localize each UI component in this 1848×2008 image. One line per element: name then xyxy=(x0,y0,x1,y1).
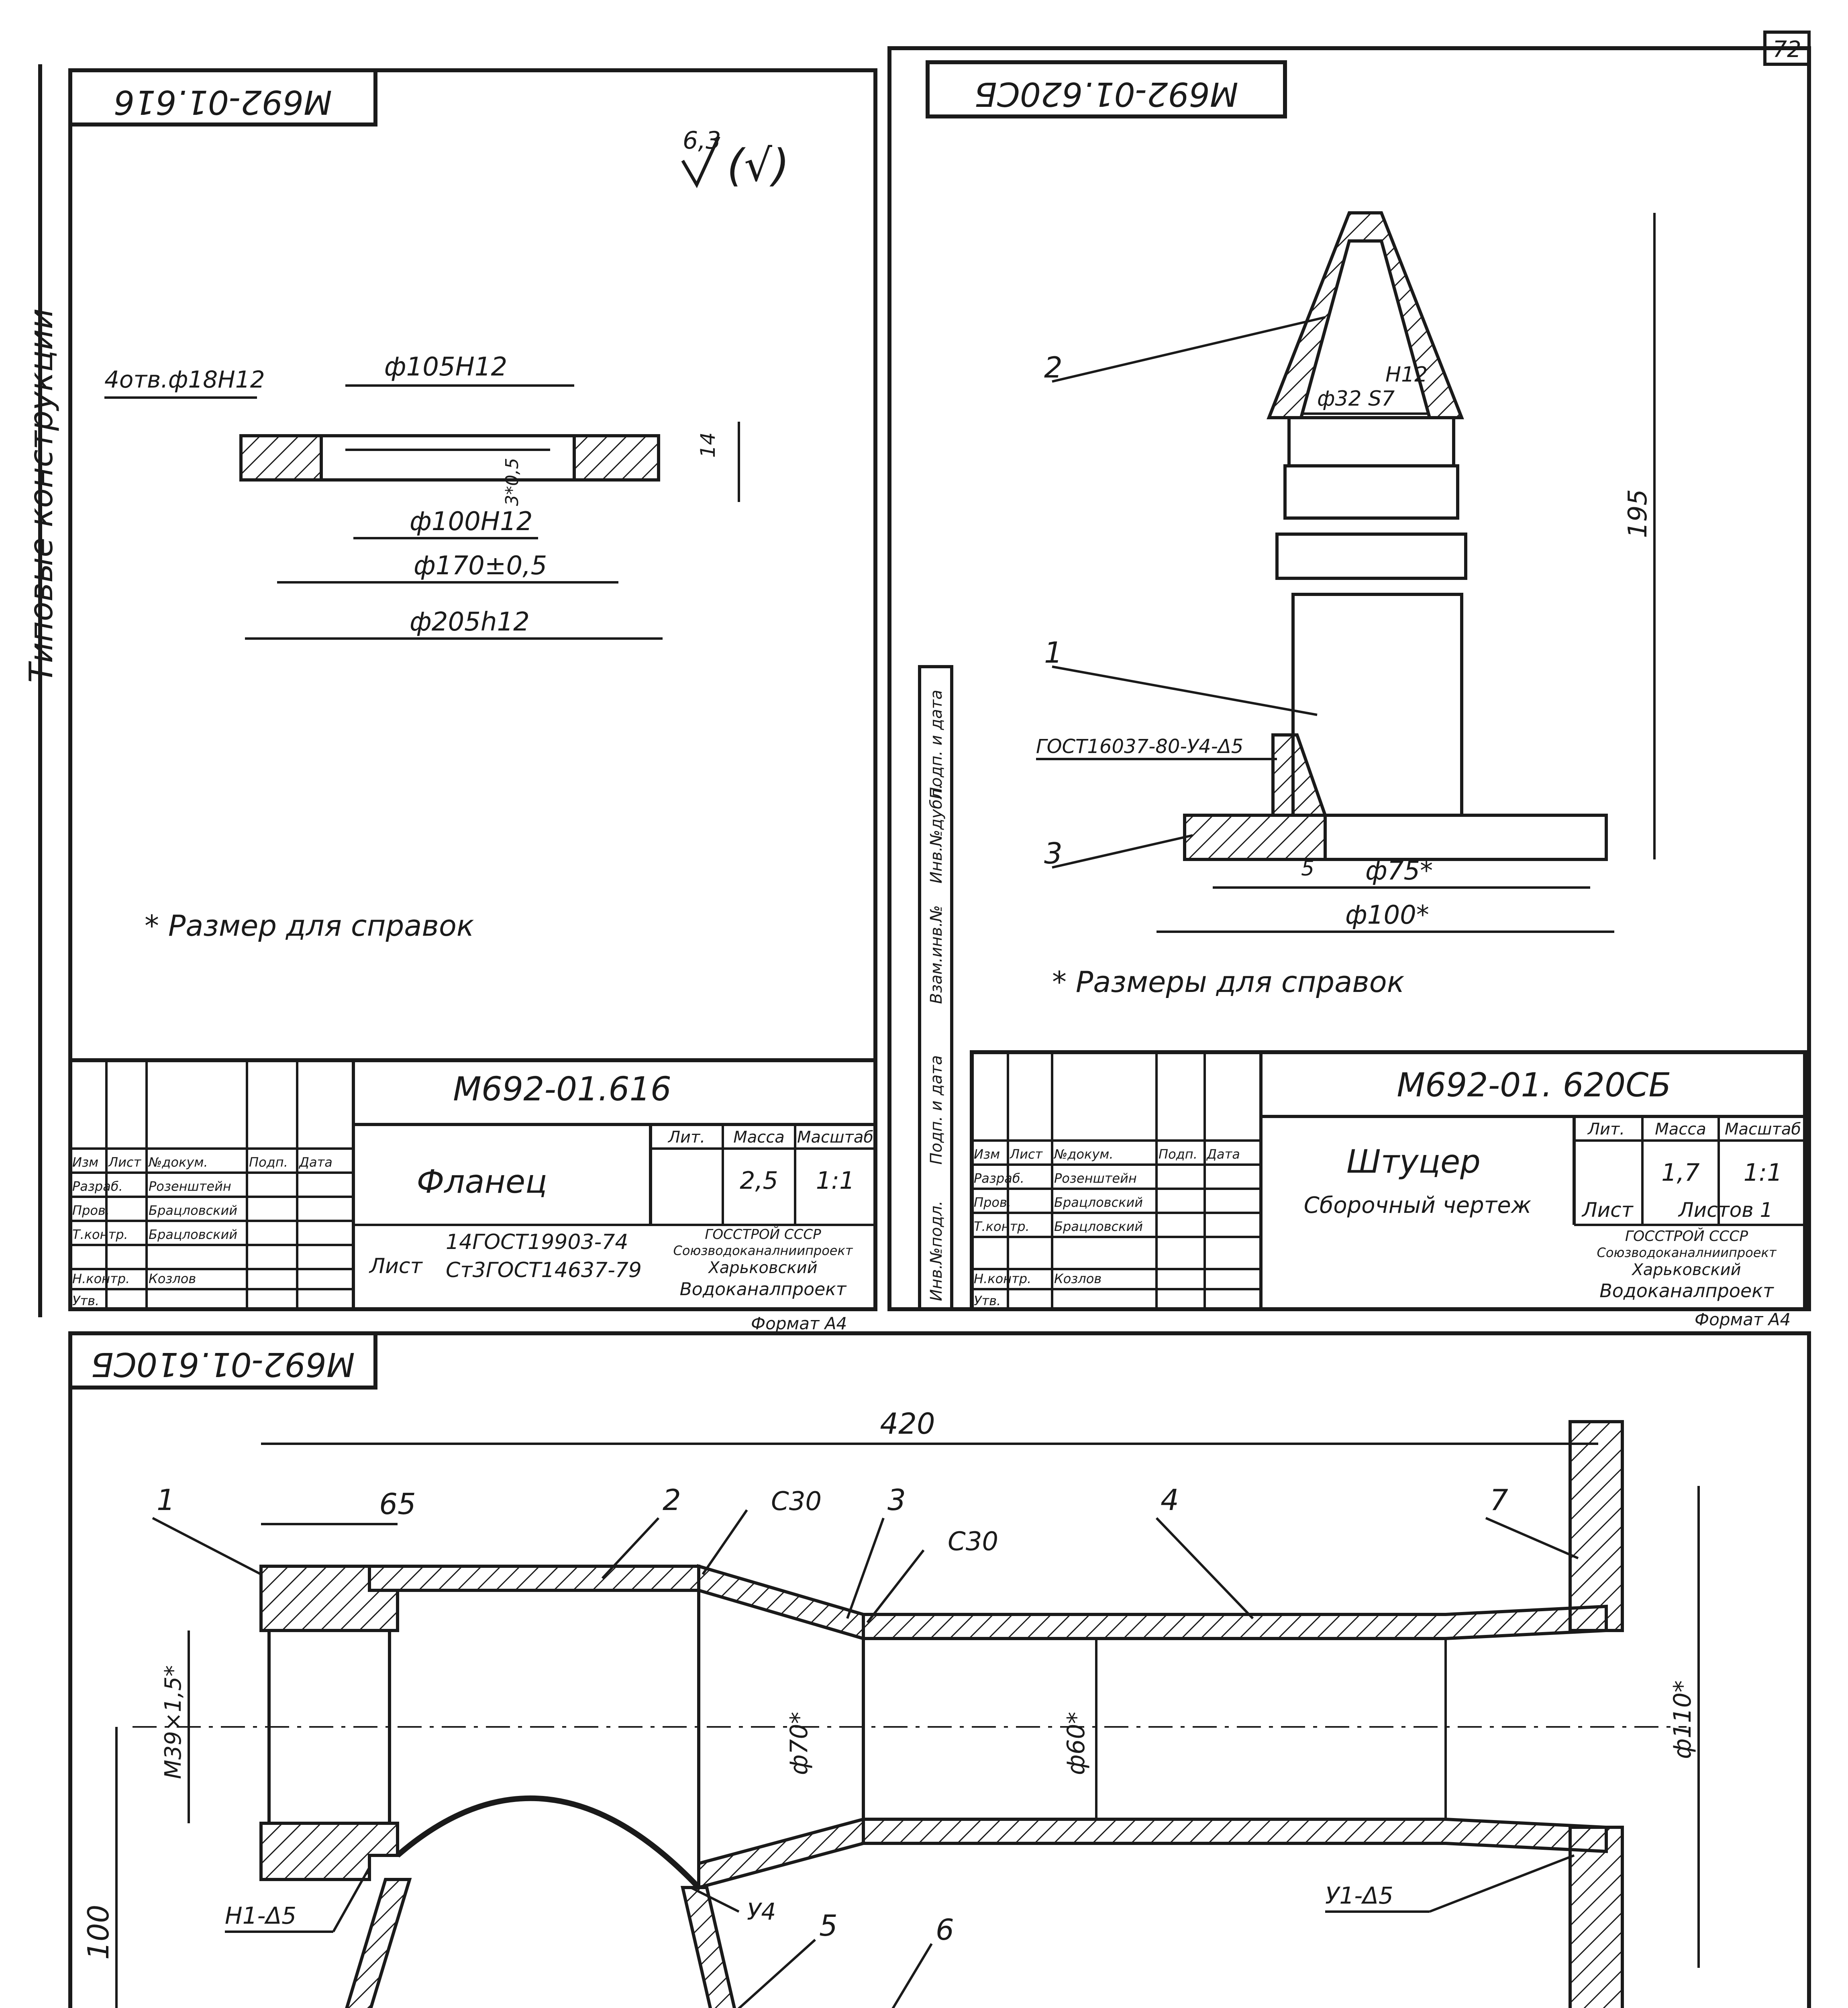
side-stamp-3: Взам.инв.№ xyxy=(927,905,946,1004)
side-margin-text: Типовые конструкции xyxy=(22,308,60,683)
tb1-role-3: Т.контр. xyxy=(72,1227,128,1242)
tb1-name-2: Брацловский xyxy=(149,1203,238,1218)
sheet-2-org-1: ГОССТРОЙ СССР xyxy=(1625,1228,1748,1245)
sheet-2-col-mass: Масса xyxy=(1655,1120,1706,1139)
part-2-pipe-top xyxy=(369,1566,699,1590)
sheet-3-dim-420: 420 xyxy=(880,1407,935,1441)
sheet-2-dim-d32: ф32 S7 xyxy=(1317,387,1395,411)
sheet-3-dim-65: 65 xyxy=(379,1487,416,1521)
dim-d170: ф170±0,5 xyxy=(414,551,547,581)
sheet-3-pos-6: 6 xyxy=(936,1913,954,1947)
sheet-2-pos-3: 3 xyxy=(1044,837,1063,870)
tb2-head-izm: Изм xyxy=(974,1147,1000,1162)
sheet-2-note: * Размеры для справок xyxy=(1052,965,1405,999)
sheet-3-pos-2: 2 xyxy=(663,1483,681,1517)
sheet-3-dim-m39: М39×1,5* xyxy=(160,1665,186,1779)
sheet-1-org-2: Союзводоканалниипроект xyxy=(673,1243,853,1258)
sheet-1-col-lit: Лит. xyxy=(668,1128,706,1147)
roughness-check: (√) xyxy=(727,140,789,191)
sheet-2-dim-195: 195 xyxy=(1623,489,1653,538)
tb2-head-date: Дата xyxy=(1207,1147,1240,1162)
tb1-head-sign: Подп. xyxy=(249,1155,288,1170)
fitting-body xyxy=(1293,594,1462,815)
sheet-3-chamfer-2: С30 xyxy=(948,1527,999,1557)
part-5-left xyxy=(309,1879,410,2008)
sheet-2-org-3: Харьковский xyxy=(1632,1261,1741,1279)
sheet-1-format: Формат А4 xyxy=(751,1314,847,1333)
sheet-2-fitting xyxy=(889,48,1809,1329)
sheet-2-sheets-label: Листов 1 xyxy=(1679,1198,1773,1222)
side-stamp-5: Подп. и дата xyxy=(927,690,946,799)
tb1-head-date: Дата xyxy=(299,1155,332,1170)
tb2-head-doc: №докум. xyxy=(1054,1147,1114,1162)
tb2-role-5: Утв. xyxy=(974,1293,1001,1308)
sheet-1-col-mass: Масса xyxy=(733,1128,785,1147)
dim-thick: 14 xyxy=(696,432,720,458)
tb2-name-2: Брацловский xyxy=(1054,1195,1143,1210)
flange-right-section xyxy=(574,436,659,480)
fitting-flange xyxy=(1185,815,1325,859)
dim-holes: 4отв.ф18Н12 xyxy=(104,366,265,393)
dim-d105: ф105Н12 xyxy=(384,352,508,382)
sheet-2-scale: 1:1 xyxy=(1743,1159,1783,1187)
sheet-1-material-2: Ст3ГОСТ14637-79 xyxy=(446,1258,642,1282)
tb2-role-4: Н.контр. xyxy=(974,1271,1032,1286)
sheet-3-dim-d70: ф70* xyxy=(785,1712,813,1775)
sheet-2-dim-5: 5 xyxy=(1301,857,1315,881)
tb1-head-izm: Изм xyxy=(72,1155,99,1170)
tb1-role-5: Утв. xyxy=(72,1293,100,1308)
sheet-2-part-name: Штуцер xyxy=(1346,1143,1481,1180)
sheet-3-pos-4: 4 xyxy=(1161,1483,1179,1517)
dim-d100: ф100Н12 xyxy=(410,507,533,537)
tb2-role-2: Пров. xyxy=(974,1195,1011,1210)
tb1-head-doc: №докум. xyxy=(149,1155,208,1170)
sheet-1-org-3: Харьковский xyxy=(708,1259,818,1277)
tb2-role-1: Разраб. xyxy=(974,1171,1024,1186)
part-3-top xyxy=(699,1566,863,1639)
sheet-2-format: Формат А4 xyxy=(1695,1310,1791,1329)
sheet-2-code-rotated: М692-01.620СБ xyxy=(974,75,1238,113)
sheet-3-code-rotated: М692-01.610СБ xyxy=(91,1345,355,1383)
dim-d205: ф205h12 xyxy=(410,607,530,637)
tb2-head-list: Лист xyxy=(1010,1147,1043,1162)
part-4-bottom xyxy=(863,1819,1606,1851)
tb2-name-3: Брацловский xyxy=(1054,1219,1143,1234)
part-7-bottom xyxy=(1570,1827,1622,2008)
flange-left-section xyxy=(241,436,321,480)
tb2-name-4: Козлов xyxy=(1054,1271,1102,1286)
tb2-head-sign: Подп. xyxy=(1159,1147,1197,1162)
sheet-3-pos-1: 1 xyxy=(157,1483,175,1517)
sheet-1-mass: 2,5 xyxy=(740,1167,778,1195)
sheet-3-chamfer-1: С30 xyxy=(771,1487,822,1516)
sheet-1-part-name: Фланец xyxy=(416,1163,547,1200)
side-stamp-2: Подп. и дата xyxy=(927,1055,946,1165)
sheet-2-doc-code: М692-01. 620СБ xyxy=(1397,1066,1671,1104)
sheet-2-pos-2: 2 xyxy=(1044,351,1063,384)
sheet-2-org-2: Союзводоканалниипроект xyxy=(1597,1245,1777,1260)
dim-depth: 3*0,5 xyxy=(502,458,522,506)
side-stamp-4: Инв.№дубл. xyxy=(927,784,946,884)
tb2-role-3: Т.контр. xyxy=(974,1219,1030,1234)
sheet-3-weld-u1-right: У1-Δ5 xyxy=(1325,1882,1393,1909)
sheet-1-scale: 1:1 xyxy=(816,1167,855,1195)
sheet-2-weld-note: ГОСТ16037-80-У4-Δ5 xyxy=(1036,735,1244,758)
part-1-bottom xyxy=(261,1823,398,1879)
sheet-3-dim-d110: ф110* xyxy=(1669,1680,1697,1759)
sheet-1-material-1: 14ГОСТ19903-74 xyxy=(446,1230,628,1254)
sheet-3-weld-h1: Н1-Δ5 xyxy=(225,1902,297,1929)
sheet-2-subtitle: Сборочный чертеж xyxy=(1303,1192,1532,1218)
sheet-1-note: * Размер для справок xyxy=(145,909,474,943)
sheet-1-flange xyxy=(70,70,875,1333)
sheet-2-dim-h12: Н12 xyxy=(1385,363,1428,387)
tb1-name-4: Козлов xyxy=(149,1271,196,1286)
tb1-name-3: Брацловский xyxy=(149,1227,238,1242)
sheet-2-col-scale: Масштаб xyxy=(1724,1120,1801,1139)
part-3-bottom xyxy=(699,1819,863,1888)
roughness-value: 6,3 xyxy=(683,127,721,155)
part-4-top xyxy=(863,1606,1606,1639)
sheet-1-code-rotated: М692-01.616 xyxy=(114,83,332,121)
sheet-1-doc-code: М692-01.616 xyxy=(453,1070,671,1108)
tb1-role-4: Н.контр. xyxy=(72,1271,130,1286)
tb1-role-1: Разраб. xyxy=(72,1179,123,1194)
sheet-2-col-lit: Лит. xyxy=(1587,1120,1625,1139)
tb1-name-1: Розенштейн xyxy=(149,1179,231,1194)
sheet-3-housing xyxy=(70,1333,1809,2008)
sheet-3-pos-3: 3 xyxy=(887,1483,906,1517)
sheet-1-org-1: ГОССТРОЙ СССР xyxy=(705,1226,821,1243)
sheet-3-weld-u4: У4 xyxy=(747,1898,776,1925)
sheet-2-dim-d75: ф75* xyxy=(1365,856,1433,886)
sheet-2-org-4: Водоканалпроект xyxy=(1599,1280,1774,1302)
sheet-3-dim-d60: ф60* xyxy=(1062,1712,1090,1775)
sheet-3-pos-5: 5 xyxy=(819,1909,838,1943)
sheet-2-dim-d100: ф100* xyxy=(1345,900,1429,930)
sheet-1-org-4: Водоканалпроект xyxy=(679,1279,846,1300)
flange-bore xyxy=(321,436,574,480)
side-stamp-1: Инв.№подл. xyxy=(927,1200,946,1301)
sheet-1-sheet-label: Лист xyxy=(369,1254,422,1278)
sheet-3-pos-7: 7 xyxy=(1490,1483,1508,1517)
sheet-2-mass: 1,7 xyxy=(1661,1159,1700,1187)
sheet-number: 72 xyxy=(1773,37,1801,63)
part-7-top xyxy=(1570,1422,1622,1630)
sheet-3-frame xyxy=(70,1333,1809,2008)
sheet-2-pos-1: 1 xyxy=(1044,636,1063,669)
tb2-name-1: Розенштейн xyxy=(1054,1171,1137,1186)
sheet-1-col-scale: Масштаб xyxy=(797,1128,874,1147)
tb1-head-list: Лист xyxy=(108,1155,141,1170)
sheet-3-dim-100: 100 xyxy=(82,1904,115,1960)
tb1-role-2: Пров. xyxy=(72,1203,110,1218)
sheet-2-sheet-label: Лист xyxy=(1582,1198,1633,1222)
